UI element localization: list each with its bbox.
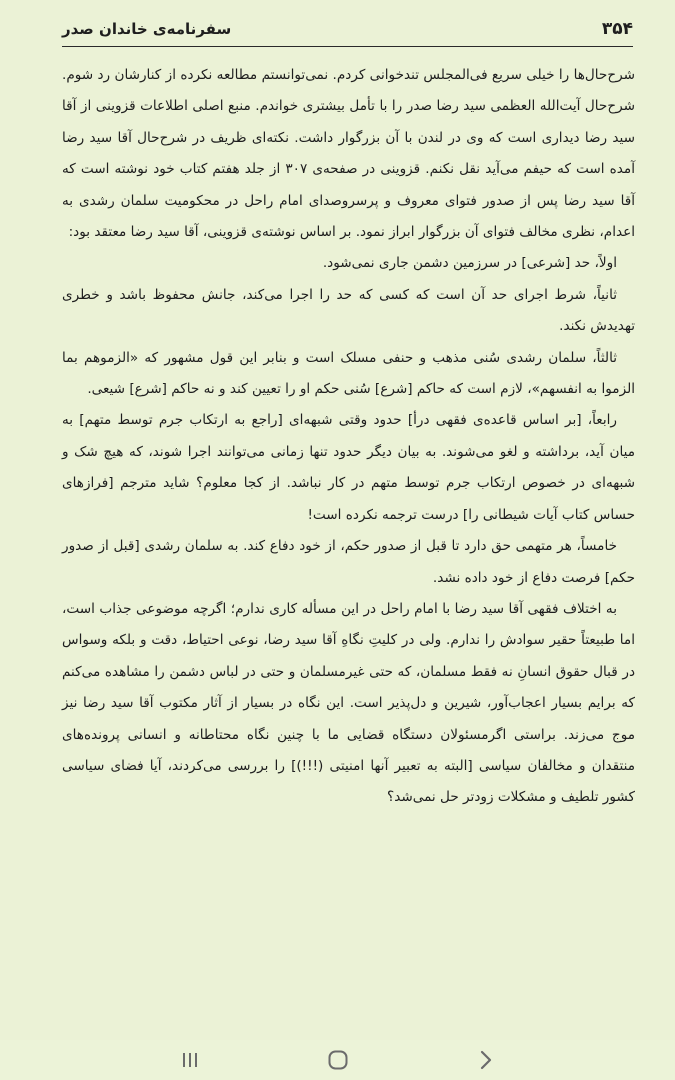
running-title: سفرنامه‌ی خاندان صدر — [62, 20, 232, 38]
back-icon — [479, 1050, 493, 1070]
home-icon — [327, 1049, 349, 1071]
recent-apps-button[interactable] — [175, 1045, 205, 1075]
page-header — [62, 12, 633, 47]
page-number: ۳۵۴ — [601, 19, 633, 39]
paragraph: خامساً، هر متهمی حق دارد تا قبل از صدور حکم، از خود دفاع کند. به سلمان رشدی [قبل از صدور حکم] فرصت دفاع از خود داده نشد. — [62, 538, 635, 586]
recent-apps-icon — [180, 1051, 200, 1069]
paragraph: ثانیاً، شرط اجرای حد آن است که کسی که حد را اجرا می‌کند، جانش محفوظ باشد و خطری تهدیدش نکند. — [62, 286, 635, 335]
paragraph: رابعاً، [بر اساس قاعده‌ی فقهی درأ] حدود وقتی شبهه‌ای [راجع به ارتکاب جرم توسط متهم] به میان آید، برداشته و لغو می‌شوند. به بیان دیگر حدود تنها زمانی می‌توانند اجرا شوند، که هیچ شک و شبهه‌ای در خصوص ارتکاب جرم توسط متهم در کار نباشد. از کجا معلوم؟ شاید مترجم [فرازهای حساس کتاب آیات شیطانی را] درست ترجمه نکرده است! — [62, 412, 635, 523]
body-text — [62, 60, 635, 814]
system-navigation-bar — [0, 1040, 675, 1080]
paragraph: به اختلاف فقهی آقا سید رضا با امام راحل در این مسأله کاری ندارم؛ اگرچه موضوعی جذاب است، اما طبیعتاً حقیر سوادش را ندارم. ولی در کلیتِ نگاهِ آقا سید رضا، نوعی احتیاط، دقت و بلکه وسواس در قبال حقوق انسانِ نه فقط مسلمان، که حتی غیرمسلمان و حتی در لباس دشمن را مشاهده می‌کنم که برایم بسیار اعجاب‌آور، شیرین و دل‌پذیر است. این نگاه در بسیار از آثار مکتوب آقا سید رضا نیز موج می‌زند. براستی اگرمسئولان دستگاه قضایی ما با چنین نگاه محتاطانه و انسانی پرونده‌های منتقدان و مخالفان سیاسی [البته به تعبیر آنها امنیتی (!!!)] را بررسی می‌کردند، آیا فضای سیاسی کشور تلطیف و مشکلات زودتر حل نمی‌شد؟ — [62, 600, 635, 806]
paragraph: اولاً، حد [شرعی] در سرزمین دشمن جاری نمی‌شود. — [322, 255, 617, 272]
paragraph: شرح‌حال‌ها را خیلی سریع فی‌المجلس تندخوانی کردم. نمی‌توانستم مطالعه نکرده از کنارشان رد شوم. شرح‌حال آیت‌الله العظمی سید رضا صدر را با تأمل بیشتری خواندم. منبع اصلی اطلاعات قزوینی از آقا سید رضا دیداری است که وی در لندن با آن بزرگوار داشت. نکته‌ای ظریف در شرح‌حال آقا سید رضا آمده است که حیفم می‌آید نقل نکنم. قزوینی در صفحه‌ی ۳۰۷ از جلد هفتم کتاب خود نوشته است که آقا سید رضا پس از صدور فتوای معروف و پرسروصدای امام راحل در محکومیت سلمان رشدی به اعدام، نظری مخالف فتوای آن بزرگوار ابراز نمود. بر اساس نوشته‌ی قزوینی، آقا سید رضا معتقد بود: — [62, 67, 635, 241]
paragraph: ثالثاً، سلمان رشدی سُنی مذهب و حنفی مسلک است و بنابر این قول مشهور که «الزموهم بما الزموا به انفسهم»، لازم است که حاکم [شرع] سُنی حکم او را تعیین کند و نه حاکم [شرع] شیعی. — [62, 349, 635, 398]
back-button[interactable] — [471, 1045, 501, 1075]
home-button[interactable] — [323, 1045, 353, 1075]
